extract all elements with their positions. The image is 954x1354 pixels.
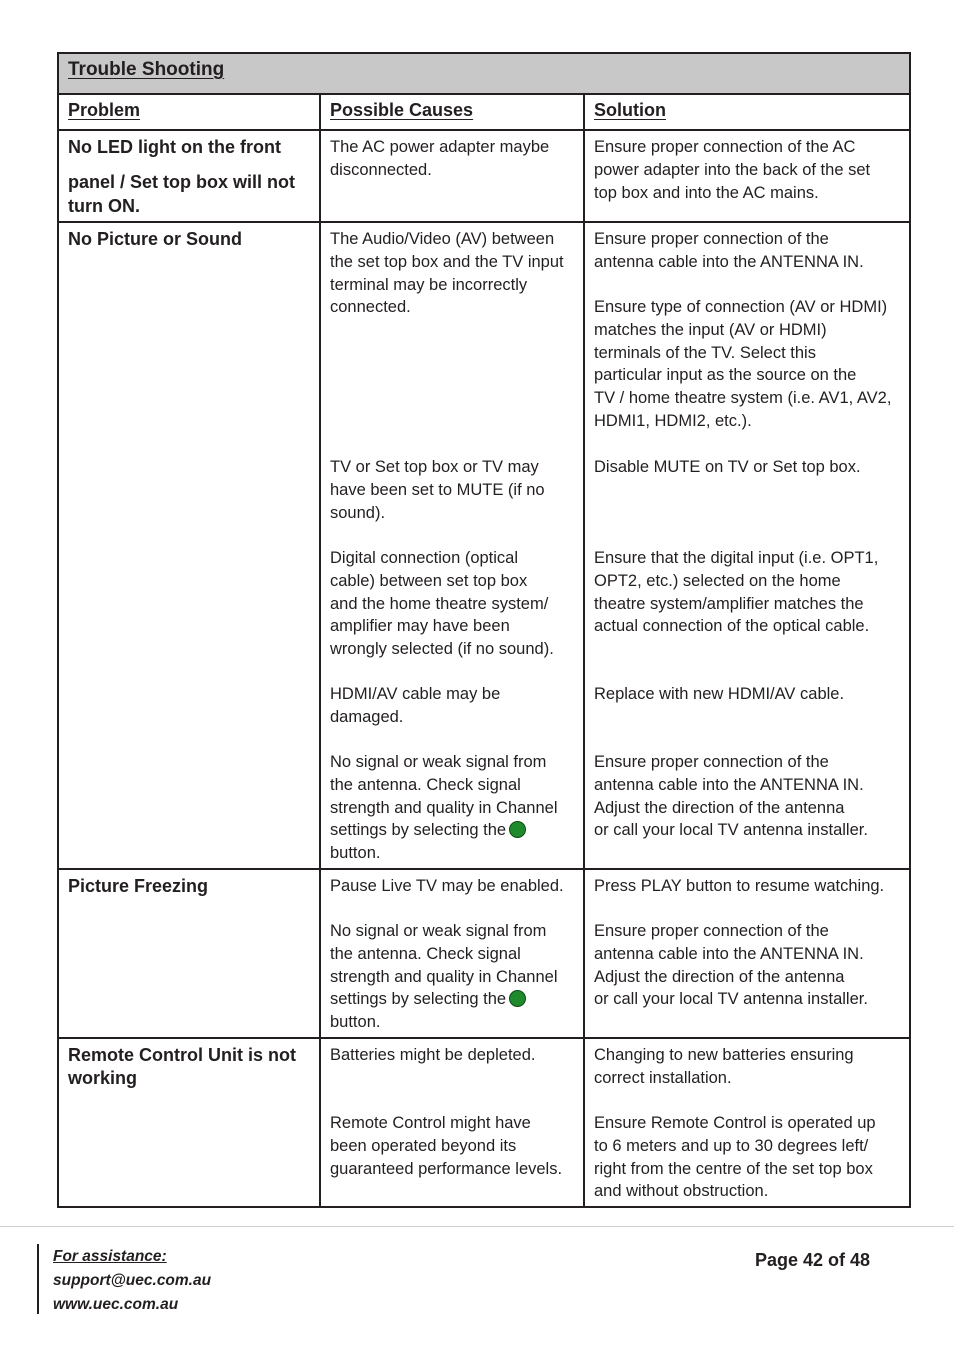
causes-cell (320, 222, 584, 869)
causes-cell (320, 130, 584, 222)
header-problem: Problem (68, 100, 141, 120)
causes-cell (320, 1038, 584, 1207)
solution-text: Ensure proper connection of the antenna cable into the ANTENNA IN. Adjust the direction of the antenna or call your local TV antenna installer. (594, 921, 868, 1009)
header-solution: Solution (594, 100, 666, 120)
header-possible-causes: Possible Causes (330, 100, 474, 120)
support-email-link[interactable]: support@uec.com.au (53, 1272, 212, 1289)
solution-text: Ensure type of connection (AV or HDMI) matches the input (AV or HDMI) terminals of the TV. Select this particular input as the source on the TV / home theatre system (i.e. AV1, AV2, HDMI1, HDMI2, etc.). (594, 298, 892, 430)
cause-text: button. (330, 844, 381, 863)
problem-text: No LED light on the front (68, 137, 281, 157)
footer-divider (0, 1226, 954, 1227)
title-cell (58, 53, 910, 94)
solution-cell (584, 130, 910, 222)
table-row (58, 869, 910, 1038)
cause-text: Remote Control might have been operated beyond its guaranteed performance levels. (330, 1113, 563, 1178)
green-button-icon (509, 990, 526, 1007)
solution-text: Ensure that the digital input (i.e. OPT1, OPT2, etc.) selected on the home theatre system/amplifier matches the actual connection of the optical cable. (594, 549, 879, 636)
solution-text: Ensure proper connection of the AC power adapter into the back of the set top box and into the AC mains. (594, 138, 871, 202)
solution-cell (584, 869, 910, 1038)
cause-text: button. (330, 1013, 381, 1032)
solution-text: Changing to new batteries ensuring correct installation. (594, 1045, 854, 1087)
problem-text: Picture Freezing (68, 875, 209, 896)
solution-text: Press PLAY button to resume watching. (594, 876, 885, 895)
solution-cell (584, 222, 910, 869)
problem-cell (58, 222, 320, 869)
troubleshooting-table (57, 52, 911, 1208)
problem-text: Remote Control Unit is not working (68, 1044, 296, 1088)
solution-text: Disable MUTE on TV or Set top box. (594, 458, 861, 476)
cause-text: No signal or weak signal from the antenna. Check signal strength and quality in Channel settings by selecting the (330, 921, 558, 1009)
footer-accent-bar (37, 1244, 39, 1314)
assistance-label: For assistance: (53, 1248, 167, 1265)
website-link[interactable]: www.uec.com.au (53, 1296, 179, 1313)
cause-text: The AC power adapter maybe disconnected. (330, 138, 550, 179)
problem-text: panel / Set top box will not turn ON. (68, 172, 296, 216)
cause-text: No signal or weak signal from the antenna. Check signal strength and quality in Channel settings by selecting the (330, 753, 558, 840)
solution-text: Ensure proper connection of the antenna cable into the ANTENNA IN. (594, 230, 864, 271)
cause-text: Batteries might be depleted. (330, 1045, 536, 1064)
header-row (58, 94, 910, 130)
cause-text: HDMI/AV cable may be damaged. (330, 685, 501, 726)
problem-cell (58, 130, 320, 222)
solution-text: Ensure Remote Control is operated up to 6 meters and up to 30 degrees left/ right from the centre of the set top box and without obstruction. (594, 1113, 876, 1201)
cause-text-block (330, 920, 574, 1034)
table-row (58, 1038, 910, 1207)
solution-cell (584, 1038, 910, 1207)
cause-text: Digital connection (optical cable) between set top box and the home theatre system/ amplifier may have been wrongly selected (if no sound). (330, 549, 554, 659)
page-number: Page 42 of 48 (754, 1250, 870, 1270)
table-title: Trouble Shooting (68, 59, 225, 80)
table-row (58, 130, 910, 222)
green-button-icon (509, 821, 526, 838)
cause-text: The Audio/Video (AV) between the set top box and the TV input terminal may be incorrectly connected. (330, 230, 564, 317)
problem-cell (58, 869, 320, 1038)
solution-text: Ensure proper connection of the antenna cable into the ANTENNA IN. Adjust the direction of the antenna or call your local TV antenna installer. (594, 753, 868, 840)
problem-cell (58, 1038, 320, 1207)
causes-cell (320, 869, 584, 1038)
cause-text-block (330, 751, 574, 865)
cause-text: Pause Live TV may be enabled. (330, 876, 564, 895)
cause-text: TV or Set top box or TV may have been set to MUTE (if no sound). (330, 458, 545, 522)
solution-text: Replace with new HDMI/AV cable. (594, 685, 845, 703)
footer-contact (53, 1245, 211, 1317)
problem-text: No Picture or Sound (68, 229, 243, 249)
table-row (58, 222, 910, 869)
title-row (58, 53, 910, 94)
